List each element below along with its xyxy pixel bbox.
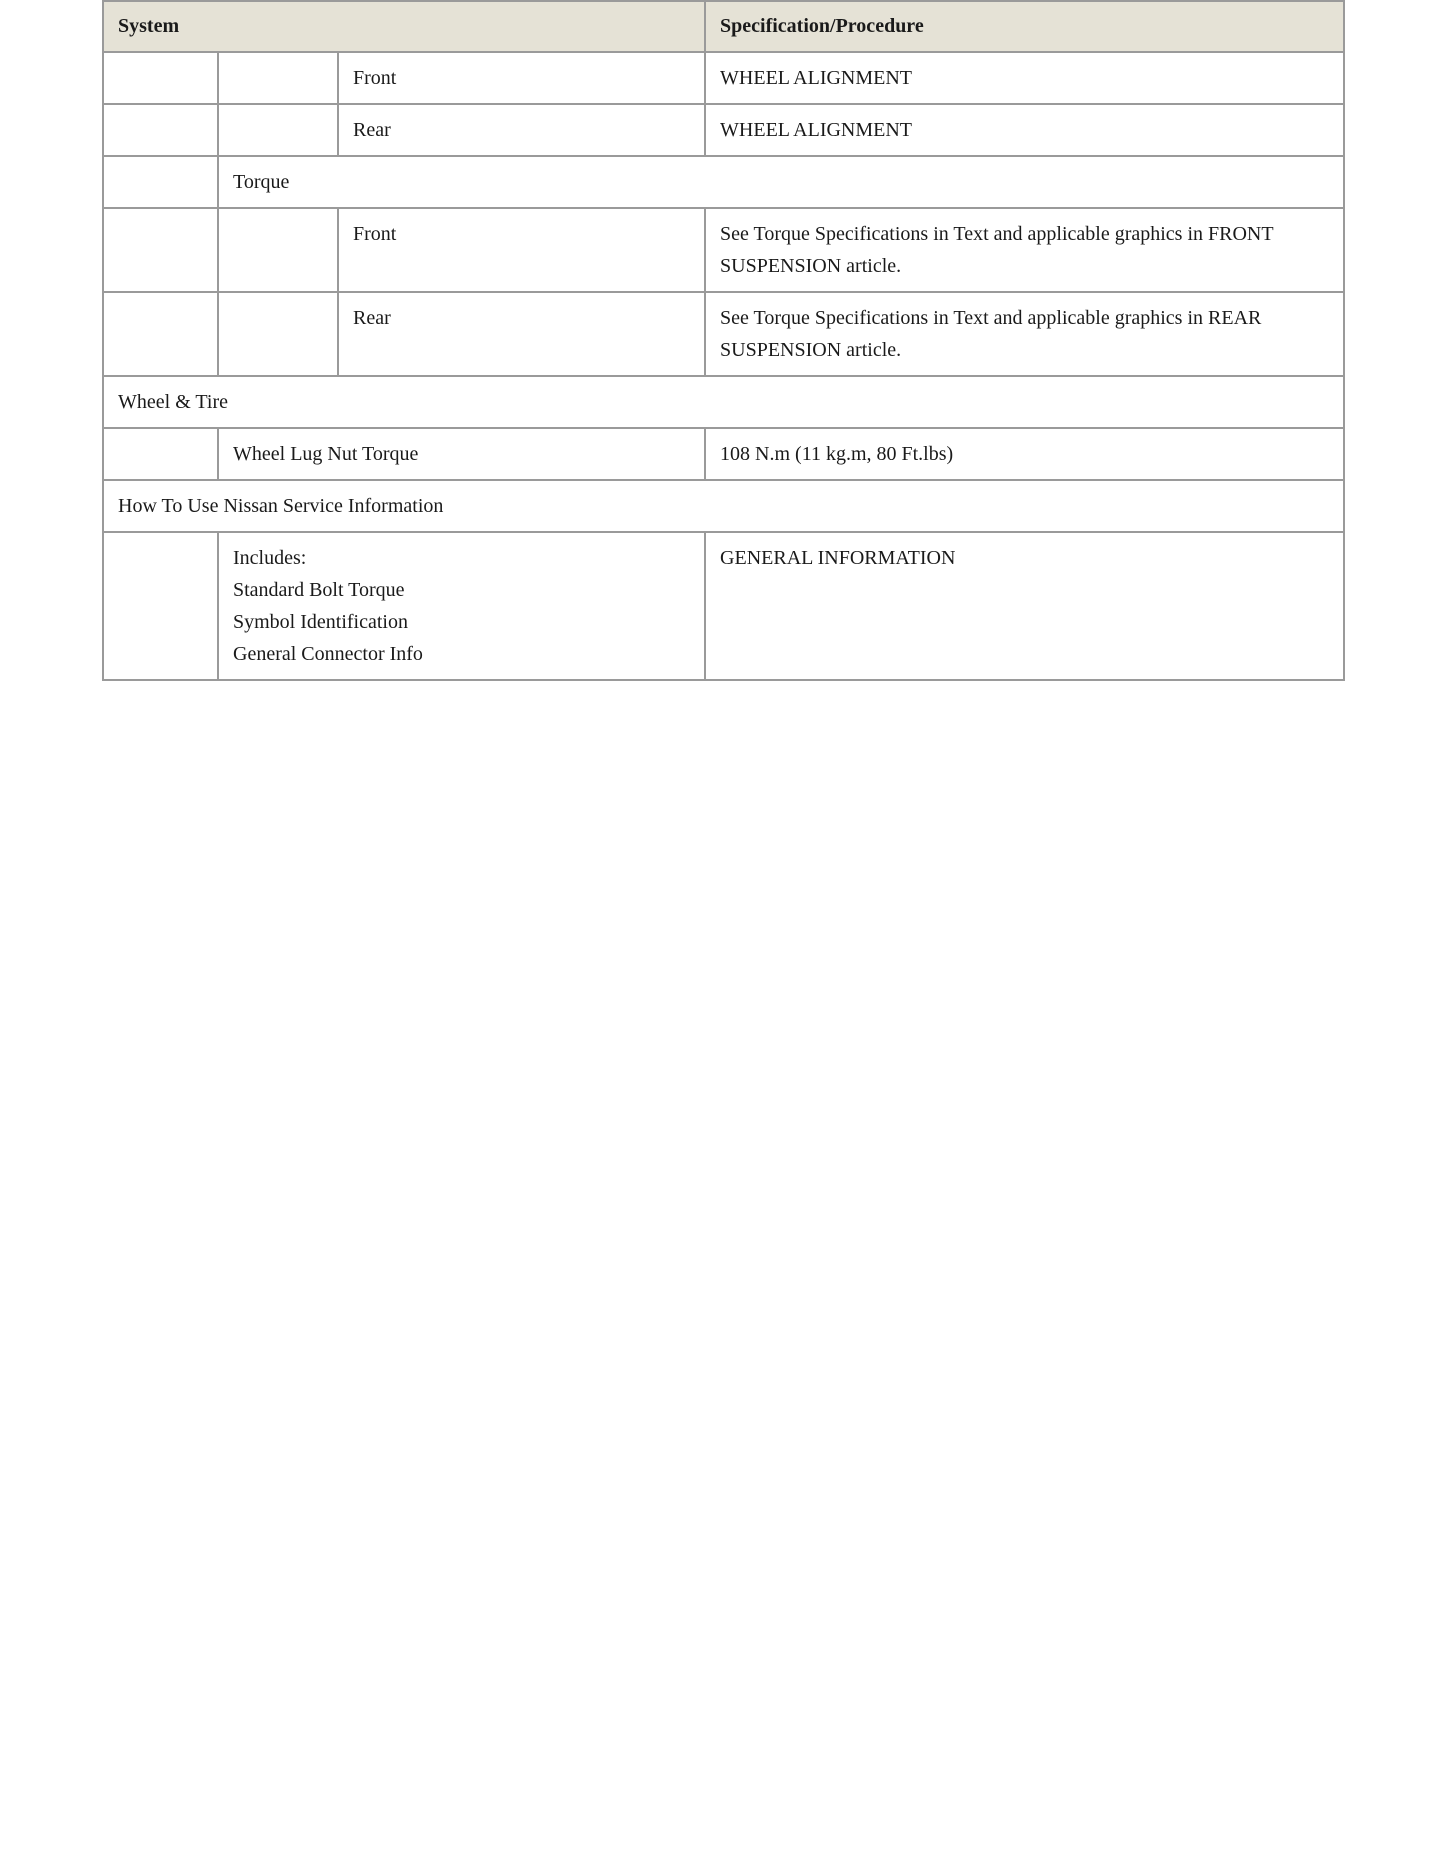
empty-cell: [103, 156, 218, 208]
how-to-use-section-label: How To Use Nissan Service Information: [103, 480, 1344, 532]
empty-cell: [103, 208, 218, 292]
specification-table: [102, 0, 1345, 681]
wheel-lug-nut-torque-label: Wheel Lug Nut Torque: [218, 428, 705, 480]
empty-cell: [103, 104, 218, 156]
general-information-spec: GENERAL INFORMATION: [705, 532, 1344, 680]
torque-front-label: Front: [338, 208, 705, 292]
empty-cell: [103, 292, 218, 376]
empty-cell: [103, 428, 218, 480]
alignment-front-spec: WHEEL ALIGNMENT: [705, 52, 1344, 104]
empty-cell: [103, 52, 218, 104]
table-row: [103, 156, 1344, 208]
header-system: System: [103, 1, 705, 52]
empty-cell: [218, 52, 338, 104]
table-row: [103, 428, 1344, 480]
torque-section-label: Torque: [218, 156, 1344, 208]
alignment-rear-spec: WHEEL ALIGNMENT: [705, 104, 1344, 156]
table-row: [103, 480, 1344, 532]
table-row: [103, 208, 1344, 292]
torque-front-spec: See Torque Specifications in Text and applicable graphics in FRONT SUSPENSION article.: [705, 208, 1344, 292]
empty-cell: [218, 292, 338, 376]
empty-cell: [218, 104, 338, 156]
includes-cell: [218, 532, 705, 680]
empty-cell: [218, 208, 338, 292]
torque-rear-label: Rear: [338, 292, 705, 376]
table-row: [103, 376, 1344, 428]
alignment-rear-label: Rear: [338, 104, 705, 156]
includes-line: General Connector Info: [233, 643, 423, 665]
includes-line: Standard Bolt Torque: [233, 579, 405, 601]
table-row: [103, 532, 1344, 680]
includes-line: Includes:: [233, 547, 307, 569]
empty-cell: [103, 532, 218, 680]
table-row: [103, 104, 1344, 156]
wheel-lug-nut-torque-spec: 108 N.m (11 kg.m, 80 Ft.lbs): [705, 428, 1344, 480]
table-row: [103, 52, 1344, 104]
wheel-tire-section-label: Wheel & Tire: [103, 376, 1344, 428]
torque-rear-spec: See Torque Specifications in Text and applicable graphics in REAR SUSPENSION article.: [705, 292, 1344, 376]
header-specification-procedure: Specification/Procedure: [705, 1, 1344, 52]
includes-line: Symbol Identification: [233, 611, 408, 633]
table-header-row: [103, 1, 1344, 52]
table-row: [103, 292, 1344, 376]
alignment-front-label: Front: [338, 52, 705, 104]
